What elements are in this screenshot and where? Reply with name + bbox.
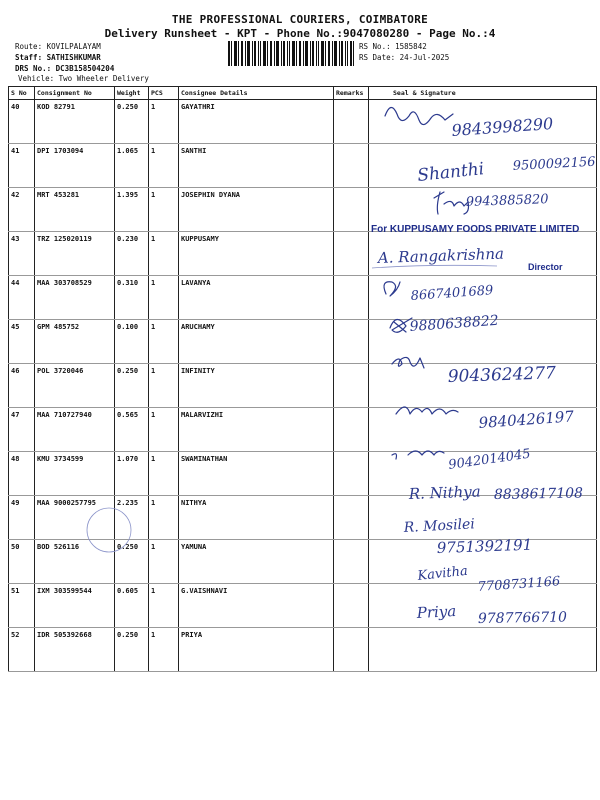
cell-pcs: 1 <box>149 584 179 628</box>
cell-pcs: 1 <box>149 320 179 364</box>
cell-remarks <box>334 628 369 672</box>
drs-value: DC3B158504204 <box>55 64 115 73</box>
staff-value: SATHISHKUMAR <box>46 53 101 62</box>
table-row <box>9 144 597 188</box>
cell-pcs: 1 <box>149 276 179 320</box>
cell-weight: 1.065 <box>115 144 149 188</box>
handwritten-phone: 9500092156 <box>512 154 596 174</box>
cell-signature <box>369 408 597 452</box>
vehicle-line <box>18 74 149 84</box>
handwritten-name: Kavitha <box>416 563 469 584</box>
table-row <box>9 364 597 408</box>
cell-consignment: DPI 1703094 <box>35 144 115 188</box>
company-stamp: For KUPPUSAMY FOODS PRIVATE LIMITED <box>371 224 580 235</box>
cell-sno: 42 <box>9 188 35 232</box>
rs-no-label: RS No.: <box>359 42 391 51</box>
cell-pcs: 1 <box>149 496 179 540</box>
cell-signature <box>369 628 597 672</box>
handwritten-phone: 9043624277 <box>447 363 557 387</box>
table-row <box>9 628 597 672</box>
cell-consignment: BOD 526116 <box>35 540 115 584</box>
vehicle-value: Two Wheeler Delivery <box>58 74 149 83</box>
cell-weight: 1.070 <box>115 452 149 496</box>
cell-sno: 46 <box>9 364 35 408</box>
handwritten-phone: 9042014045 <box>447 446 532 473</box>
cell-weight: 0.250 <box>115 540 149 584</box>
cell-signature <box>369 232 597 276</box>
cell-consignment: KOD 82791 <box>35 100 115 144</box>
handwritten-phone: 7708731166 <box>477 574 561 595</box>
cell-signature <box>369 276 597 320</box>
cell-sno: 47 <box>9 408 35 452</box>
cell-sno: 45 <box>9 320 35 364</box>
cell-signature <box>369 584 597 628</box>
cell-consignee: SWAMINATHAN <box>179 452 334 496</box>
rs-date-label: RS Date: <box>359 53 396 62</box>
handwritten-phone: 9787766710 <box>477 609 568 627</box>
staff-line <box>15 53 101 63</box>
cell-consignee: PRIYA <box>179 628 334 672</box>
cell-pcs: 1 <box>149 452 179 496</box>
cell-weight: 2.235 <box>115 496 149 540</box>
cell-weight: 0.230 <box>115 232 149 276</box>
cell-sno: 50 <box>9 540 35 584</box>
cell-remarks <box>334 232 369 276</box>
cell-remarks <box>334 144 369 188</box>
cell-sno: 43 <box>9 232 35 276</box>
table-row <box>9 584 597 628</box>
cell-signature <box>369 100 597 144</box>
cell-consignment: IXM 303599544 <box>35 584 115 628</box>
cell-sno: 52 <box>9 628 35 672</box>
rs-no-line <box>359 42 427 52</box>
cell-remarks <box>334 320 369 364</box>
cell-signature <box>369 188 597 232</box>
table-row <box>9 100 597 144</box>
cell-remarks <box>334 408 369 452</box>
col-signature: Seal & Signature <box>369 87 597 100</box>
cell-signature <box>369 144 597 188</box>
handwritten-phone: 8838617108 <box>493 485 584 503</box>
cell-consignee: NITHYA <box>179 496 334 540</box>
cell-weight: 0.565 <box>115 408 149 452</box>
handwritten-phone: 8667401689 <box>410 283 494 304</box>
rs-date-value: 24-Jul-2025 <box>399 53 450 62</box>
cell-pcs: 1 <box>149 232 179 276</box>
cell-pcs: 1 <box>149 628 179 672</box>
runsheet-subtitle: Delivery Runsheet - KPT - Phone No.:9047080280 - Page No.:4 <box>104 27 496 40</box>
route-line <box>15 42 101 52</box>
cell-signature <box>369 364 597 408</box>
cell-weight: 1.395 <box>115 188 149 232</box>
cell-consignment: KMU 3734599 <box>35 452 115 496</box>
rs-date-line <box>359 53 449 63</box>
cell-consignment: TRZ 125020119 <box>35 232 115 276</box>
cell-consignee: LAVANYA <box>179 276 334 320</box>
route-value: KOVILPALAYAM <box>46 42 101 51</box>
cell-weight: 0.250 <box>115 628 149 672</box>
cell-consignee: GAYATHRI <box>179 100 334 144</box>
cell-sno: 40 <box>9 100 35 144</box>
cell-consignment: POL 3720046 <box>35 364 115 408</box>
handwritten-name: A. Rangakrishna <box>377 244 505 267</box>
cell-remarks <box>334 188 369 232</box>
cell-pcs: 1 <box>149 540 179 584</box>
runsheet-table <box>8 86 597 672</box>
route-label: Route: <box>15 42 43 51</box>
cell-signature <box>369 320 597 364</box>
cell-consignee: YAMUNA <box>179 540 334 584</box>
table-header-row <box>9 87 597 100</box>
cell-consignment: MAA 9000257795 <box>35 496 115 540</box>
cell-consignment: GPM 485752 <box>35 320 115 364</box>
cell-weight: 0.250 <box>115 100 149 144</box>
cell-remarks <box>334 452 369 496</box>
staff-label: Staff: <box>15 53 43 62</box>
cell-consignment: MRT 453281 <box>35 188 115 232</box>
handwritten-name: Shanthi <box>416 159 486 186</box>
cell-pcs: 1 <box>149 364 179 408</box>
cell-pcs: 1 <box>149 408 179 452</box>
cell-pcs: 1 <box>149 100 179 144</box>
cell-remarks <box>334 540 369 584</box>
cell-consignment: IDR 505392668 <box>35 628 115 672</box>
handwritten-phone: 9843998290 <box>450 113 554 140</box>
cell-remarks <box>334 496 369 540</box>
cell-consignee: G.VAISHNAVI <box>179 584 334 628</box>
cell-weight: 0.250 <box>115 364 149 408</box>
cell-sno: 48 <box>9 452 35 496</box>
col-sno: S No <box>9 87 35 100</box>
barcode <box>228 41 354 66</box>
handwritten-phone: 9880638822 <box>409 312 500 335</box>
cell-remarks <box>334 584 369 628</box>
cell-consignee: KUPPUSAMY <box>179 232 334 276</box>
cell-weight: 0.605 <box>115 584 149 628</box>
handwritten-name: R. Nithya <box>408 482 481 503</box>
vehicle-label: Vehicle: <box>18 74 55 83</box>
table-row <box>9 540 597 584</box>
cell-signature <box>369 452 597 496</box>
cell-weight: 0.310 <box>115 276 149 320</box>
cell-remarks <box>334 276 369 320</box>
col-consignment: Consignment No <box>35 87 115 100</box>
table-row <box>9 276 597 320</box>
cell-sno: 41 <box>9 144 35 188</box>
director-stamp: Director <box>528 262 563 272</box>
col-consignee: Consignee Details <box>179 87 334 100</box>
table-row <box>9 496 597 540</box>
cell-pcs: 1 <box>149 188 179 232</box>
cell-signature <box>369 540 597 584</box>
cell-pcs: 1 <box>149 144 179 188</box>
cell-sno: 44 <box>9 276 35 320</box>
cell-weight: 0.100 <box>115 320 149 364</box>
company-title: THE PROFESSIONAL COURIERS, COIMBATORE <box>171 13 429 26</box>
cell-consignment: MAA 303708529 <box>35 276 115 320</box>
handwritten-name: Priya <box>416 601 457 622</box>
cell-sno: 51 <box>9 584 35 628</box>
cell-consignee: JOSEPHIN DYANA <box>179 188 334 232</box>
cell-remarks <box>334 364 369 408</box>
table-row <box>9 452 597 496</box>
cell-consignee: MALARVIZHI <box>179 408 334 452</box>
handwritten-phone: 9943885820 <box>465 192 549 210</box>
cell-signature <box>369 496 597 540</box>
drs-label: DRS No.: <box>15 64 52 73</box>
col-weight: Weight <box>115 87 149 100</box>
handwritten-phone: 9751392191 <box>436 535 533 557</box>
col-pcs: PCS <box>149 87 179 100</box>
cell-consignee: INFINITY <box>179 364 334 408</box>
drs-line <box>15 64 114 74</box>
cell-remarks <box>334 100 369 144</box>
cell-sno: 49 <box>9 496 35 540</box>
table-row <box>9 320 597 364</box>
cell-consignee: SANTHI <box>179 144 334 188</box>
col-remarks: Remarks <box>334 87 369 100</box>
table-row <box>9 408 597 452</box>
handwritten-name: R. Mosilei <box>403 516 476 536</box>
rs-no-value: 1585842 <box>395 42 427 51</box>
table-row <box>9 188 597 232</box>
handwritten-phone: 9840426197 <box>478 407 575 432</box>
table-row <box>9 232 597 276</box>
cell-consignment: MAA 710727940 <box>35 408 115 452</box>
cell-consignee: ARUCHAMY <box>179 320 334 364</box>
